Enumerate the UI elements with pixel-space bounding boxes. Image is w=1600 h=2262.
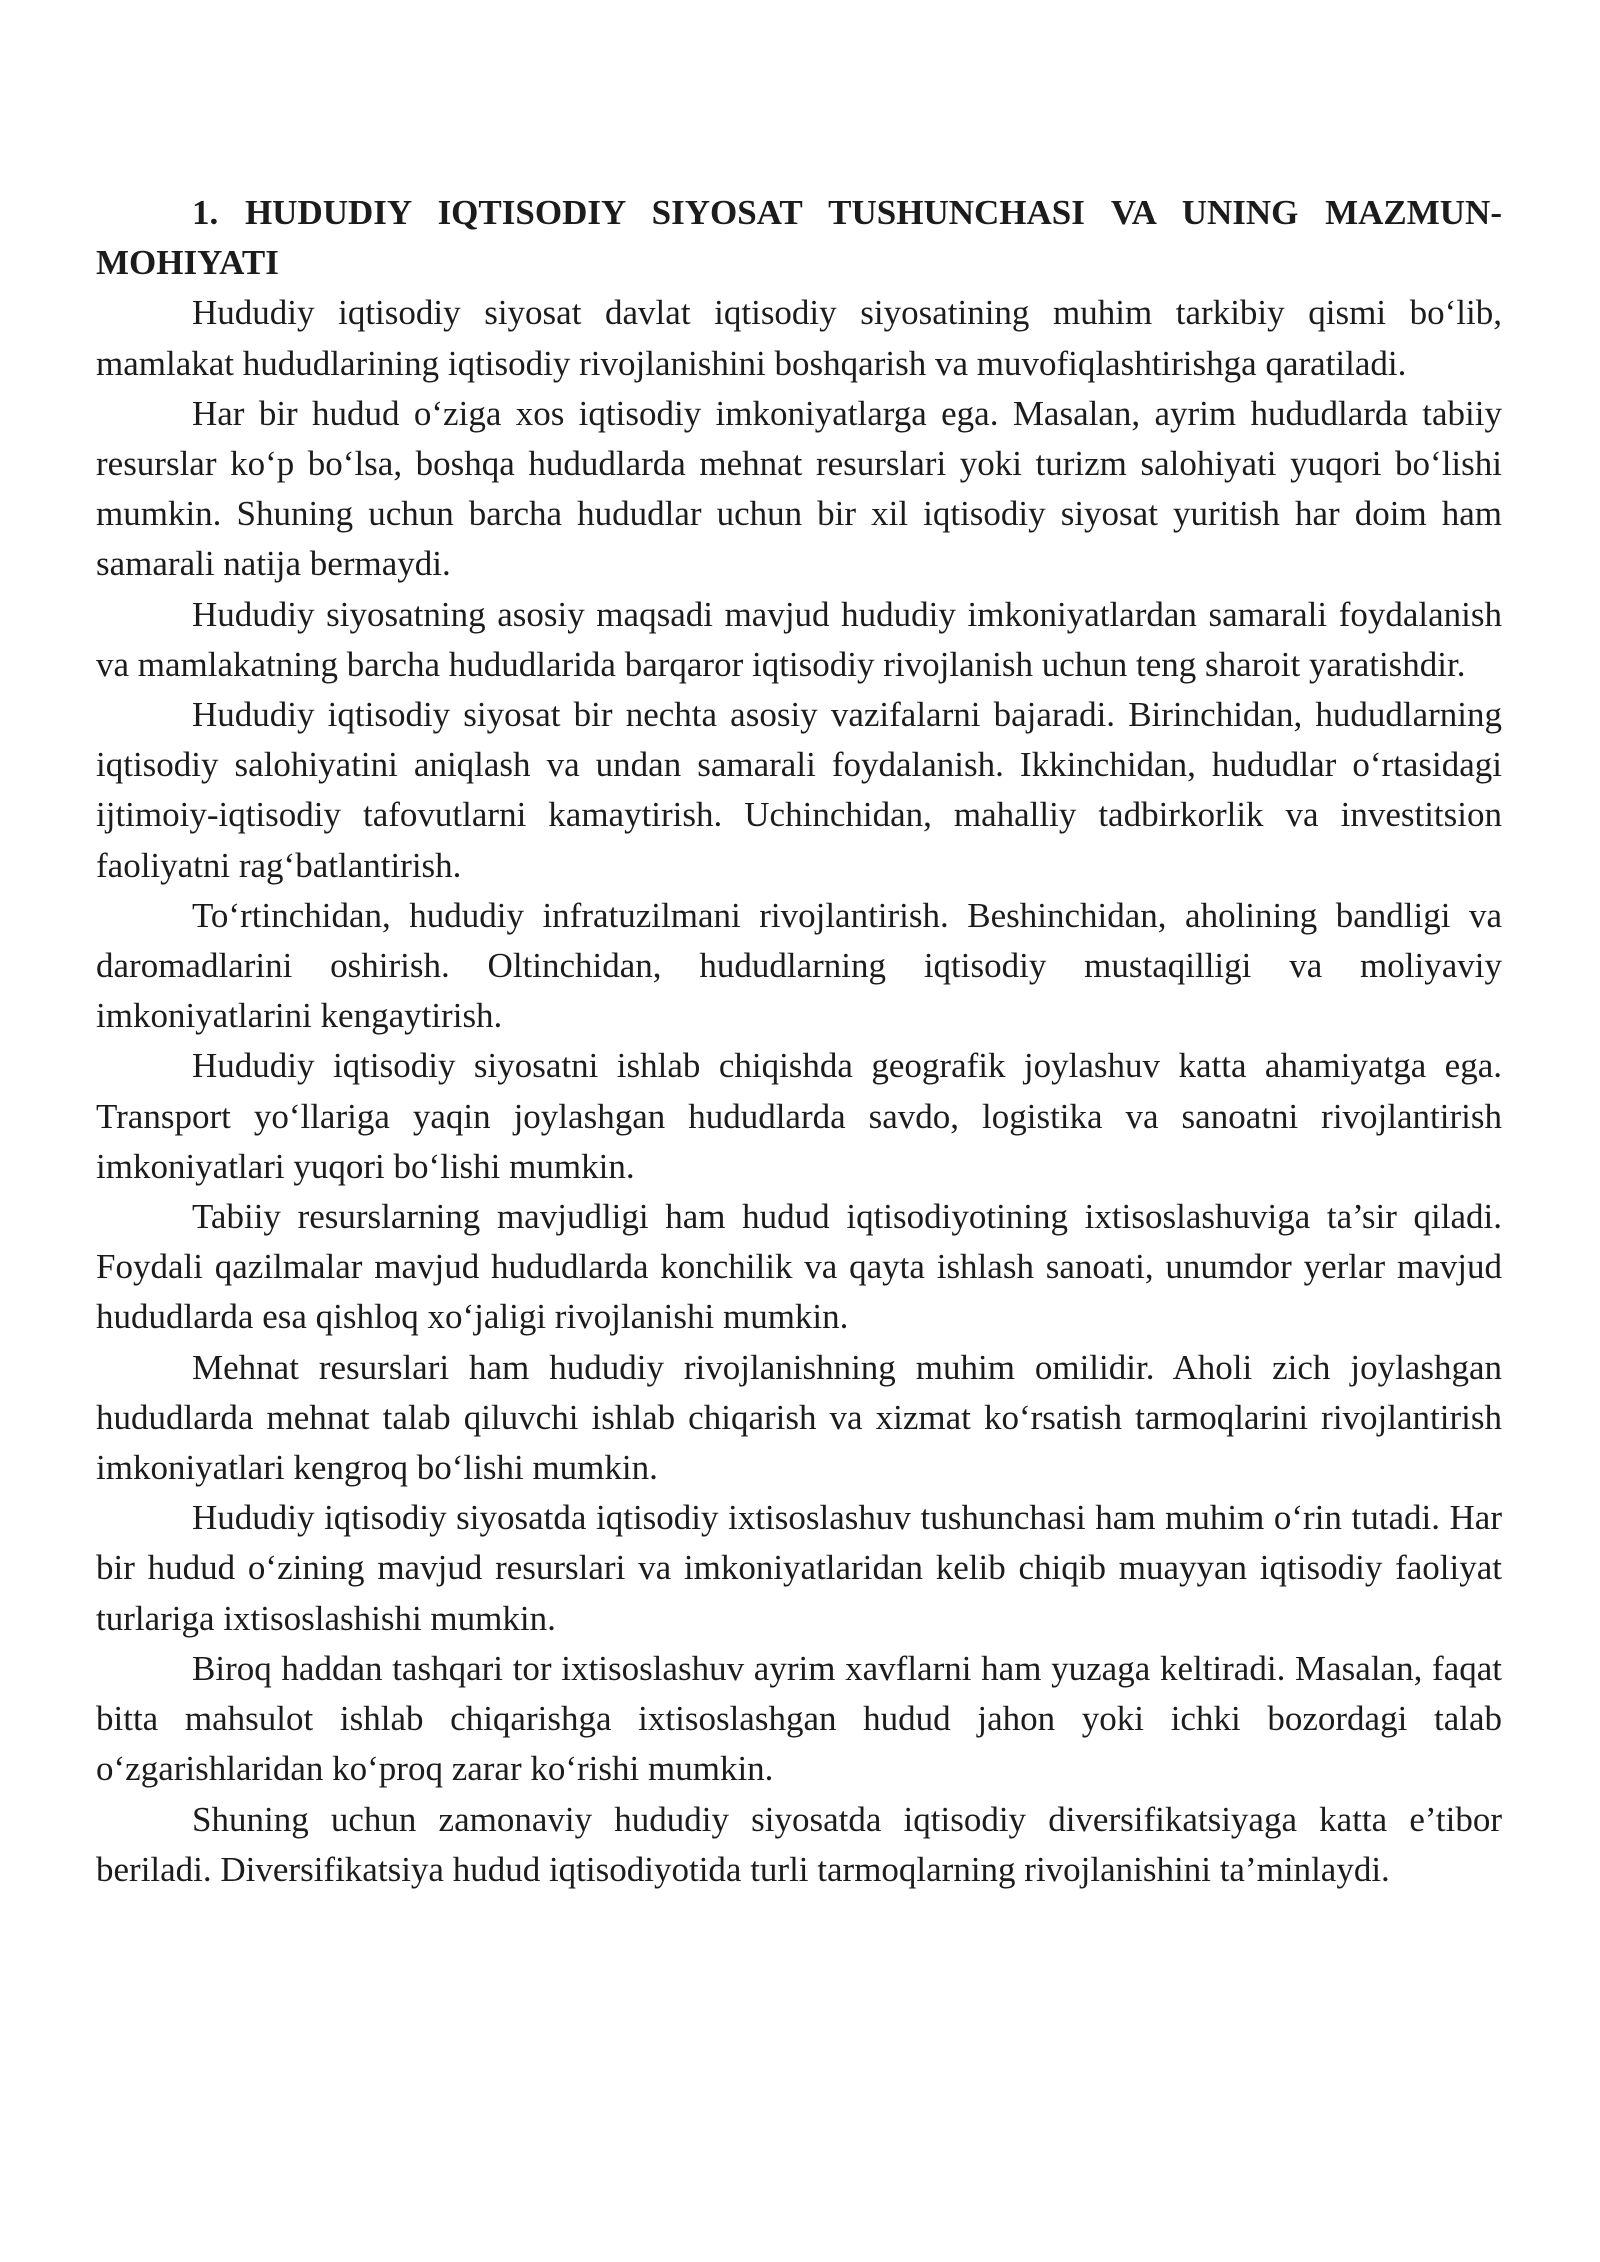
paragraph: Biroq haddan tashqari tor ixtisoslashuv ayrim xavflarni ham yuzaga keltiradi. Masalan, faqat bitta mahsulot ishlab chiqarishga ixtisoslashgan hudud jahon yoki ichki bozordagi talab o‘zgarishlaridan ko‘proq zarar ko‘rishi mumkin.	[96, 1648, 1502, 1789]
paragraph: Hududiy siyosatning asosiy maqsadi mavjud hududiy imkoniyatlardan samarali foydalanish va mamlakatning barcha hududlarida barqaror iqtisodiy rivojlanish uchun teng sharoit yaratishdir.	[96, 594, 1502, 684]
paragraph: Hududiy iqtisodiy siyosatni ishlab chiqishda geografik joylashuv katta ahamiyatga ega. Transport yo‘llariga yaqin joylashgan hududlarda savdo, logistika va sanoatni rivojlantirish imkoniyatlari yuqori bo‘lishi mumkin.	[96, 1046, 1502, 1186]
paragraph: Har bir hudud o‘ziga xos iqtisodiy imkoniyatlarga ega. Masalan, ayrim hududlarda tabiiy resurslar ko‘p bo‘lsa, boshqa hududlarda mehnat resurslari yoki turizm salohiyati yuqori bo‘lishi mumkin. Shuning uchun barcha hududlar uchun bir xil iqtisodiy siyosat yuritish har doim ham samarali natija bermaydi.	[96, 393, 1502, 584]
paragraph: Shuning uchun zamonaviy hududiy siyosatda iqtisodiy diversifikatsiyaga katta e’tibor beriladi. Diversifikatsiya hudud iqtisodiyotida turli tarmoqlarning rivojlanishini ta’minlaydi.	[96, 1799, 1502, 1889]
paragraph: Tabiiy resurslarning mavjudligi ham hudud iqtisodiyotining ixtisoslashuviga ta’sir qiladi. Foydali qazilmalar mavjud hududlarda konchilik va qayta ishlash sanoati, unumdor yerlar mavjud hududlarda esa qishloq xo‘jaligi rivojlanishi mumkin.	[96, 1197, 1502, 1337]
section-heading: 1. HUDUDIY IQTISODIY SIYOSAT TUSHUNCHASI VA UNING MAZMUN-MOHIYATI	[96, 193, 1502, 283]
paragraph: To‘rtinchidan, hududiy infratuzilmani rivojlantirish. Beshinchidan, aholining bandligi va daromadlarini oshirish. Oltinchidan, hududlarning iqtisodiy mustaqilligi va moliyaviy imkoniyatlarini kengaytirish.	[96, 895, 1502, 1036]
paragraph: Hududiy iqtisodiy siyosat bir nechta asosiy vazifalarni bajaradi. Birinchidan, hududlarning iqtisodiy salohiyatini aniqlash va undan samarali foydalanish. Ikkinchidan, hududlar o‘rtasidagi ijtimoiy-iqtisodiy tafovutlarni kamaytirish. Uchinchidan, mahalliy tadbirkorlik va investitsion faoliyatni rag‘batlantirish.	[96, 695, 1502, 885]
document-page	[96, 188, 1502, 1895]
paragraph: Hududiy iqtisodiy siyosat davlat iqtisodiy siyosatining muhim tarkibiy qismi bo‘lib, mamlakat hududlarining iqtisodiy rivojlanishini boshqarish va muvofiqlashtirishga qaratiladi.	[96, 293, 1502, 383]
paragraph: Hududiy iqtisodiy siyosatda iqtisodiy ixtisoslashuv tushunchasi ham muhim o‘rin tutadi. Har bir hudud o‘zining mavjud resurslari va imkoniyatlaridan kelib chiqib muayyan iqtisodiy faoliyat turlariga ixtisoslashishi mumkin.	[96, 1498, 1502, 1638]
paragraph: Mehnat resurslari ham hududiy rivojlanishning muhim omilidir. Aholi zich joylashgan hududlarda mehnat talab qiluvchi ishlab chiqarish va xizmat ko‘rsatish tarmoqlarini rivojlantirish imkoniyatlari kengroq bo‘lishi mumkin.	[96, 1347, 1502, 1488]
